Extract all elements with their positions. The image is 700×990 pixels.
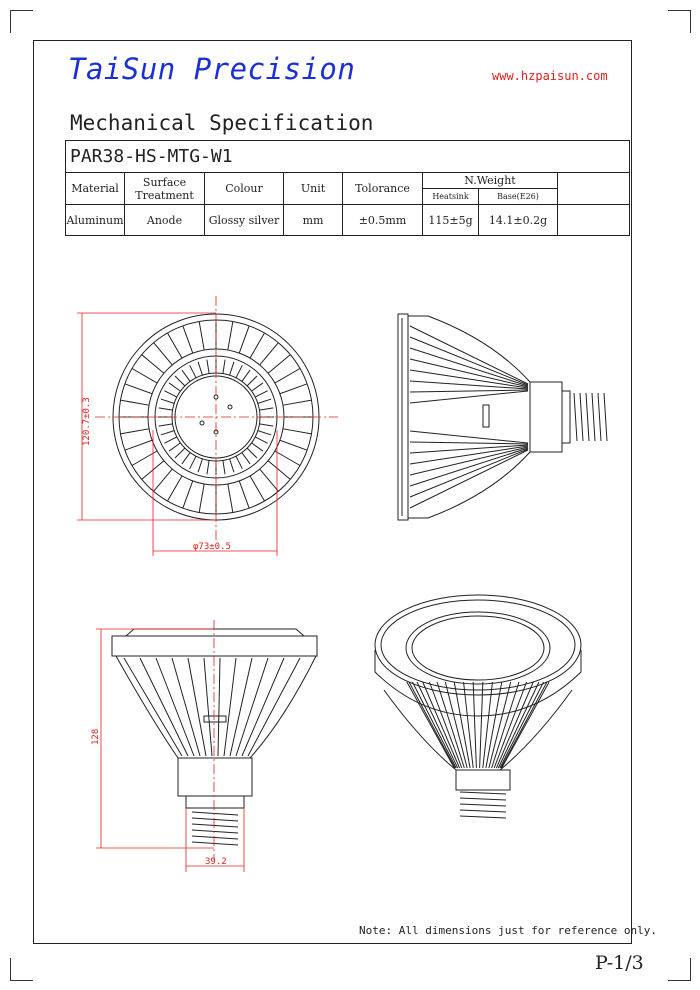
model-number: PAR38-HS-MTG-W1 [66,141,630,173]
page-title: Mechanical Specification [70,111,374,135]
value-weight-base: 14.1±0.2g [479,205,558,236]
header-tolerance: Tolorance [343,173,423,205]
header-colour: Colour [205,173,284,205]
value-surface-treatment: Anode [125,205,205,236]
value-colour: Glossy silver [205,205,284,236]
value-material: Aluminum [66,205,125,236]
profile-view [112,629,317,845]
profile-height-dimension [96,629,214,848]
perspective-view [375,595,581,818]
header-surface-treatment: Surface Treatment [125,173,205,205]
header-material: Material [66,173,125,205]
side-view [398,314,607,520]
value-tolerance: ±0.5mm [343,205,423,236]
header-weight: N.Weight [423,173,558,189]
header-unit: Unit [284,173,343,205]
reference-note: Note: All dimensions just for reference only. [359,924,658,937]
header-weight-base: Base(E26) [479,189,558,205]
website-link[interactable]: www.hzpaisun.com [492,69,608,83]
page-number: P-1/3 [595,952,644,974]
front-diameter-label: φ73±0.5 [193,542,231,552]
brand-name: TaiSun Precision [68,52,356,86]
profile-height-label: 128 [91,728,101,745]
base-width-label: 39.2 [205,857,227,867]
front-height-label: 120.7±0.3 [82,397,92,446]
value-unit: mm [284,205,343,236]
value-weight-heatsink: 115±5g [423,205,479,236]
header-weight-heatsink: Heatsink [423,189,479,205]
